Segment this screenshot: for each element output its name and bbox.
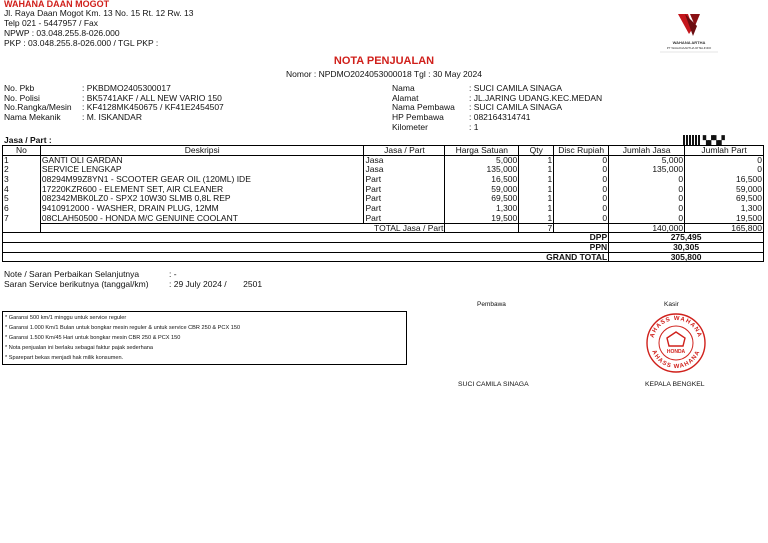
note-value: : 29 July 2024 / 2501 — [169, 279, 263, 289]
total-row — [3, 223, 764, 233]
table-cell: 1 — [519, 194, 554, 204]
table-cell: 1 — [519, 213, 554, 223]
company-header — [4, 0, 364, 48]
table-row — [3, 165, 764, 175]
note-label: Saran Service berikutnya (tanggal/km) — [4, 279, 149, 289]
table-cell: 1 — [519, 165, 554, 175]
table-row — [3, 213, 764, 223]
total-jasa: 140,000 — [609, 223, 685, 233]
kasir-signature-name: KEPALA BENGKEL — [645, 381, 705, 388]
ppn-value: 30,305 — [609, 242, 764, 252]
logo-tagline: WAHANA ARTHA — [672, 40, 706, 45]
stamp-bottom-text: AHASS WAHANA — [650, 349, 702, 371]
table-cell: 082342MBK0LZ0 - SPX2 10W30 SLMB 0,8L REP — [40, 194, 364, 204]
notes — [4, 270, 262, 290]
table-row — [3, 194, 764, 204]
document-number: Nomor : NPDMO2024053000018 Tgl : 30 May 2024 — [286, 69, 482, 79]
table-cell: 2 — [3, 165, 41, 175]
total-part: 165,800 — [685, 223, 764, 233]
table-cell: Part — [364, 213, 445, 223]
info-value: : 1 — [469, 121, 479, 132]
table-cell: 08CLAH50500 - HONDA M/C GENUINE COOLANT — [40, 213, 364, 223]
table-cell: 4 — [3, 184, 41, 194]
table-cell: 19,500 — [685, 213, 764, 223]
info-label: No.Rangka/Mesin — [4, 102, 72, 113]
info-label: No. Polisi — [4, 92, 40, 103]
customer-info — [392, 84, 602, 132]
table-cell: 5,000 — [445, 155, 519, 165]
term-item: * Sparepart bekas menjadi hak milik konsumen. — [5, 355, 124, 361]
table-cell: 135,000 — [609, 165, 685, 175]
ahass-stamp — [643, 312, 709, 374]
column-header: Harga Satuan — [445, 146, 519, 156]
table-cell: 1 — [519, 175, 554, 185]
table-cell: 0 — [554, 175, 609, 185]
info-label: Nama Pembawa — [392, 102, 455, 113]
table-cell: 0 — [554, 165, 609, 175]
column-header: Deskripsi — [40, 146, 364, 156]
grand-total-row — [3, 252, 764, 262]
grand-total-value: 305,800 — [609, 252, 764, 262]
section-label: Jasa / Part : — [4, 135, 52, 145]
info-row — [4, 113, 224, 123]
total-label: TOTAL Jasa / Part — [40, 223, 444, 233]
table-cell: 1 — [519, 204, 554, 214]
column-header: Disc Rupiah — [554, 146, 609, 156]
kasir-label: Kasir — [664, 301, 679, 308]
table-cell: 1 — [519, 155, 554, 165]
vehicle-info — [4, 84, 224, 123]
table-cell: Part — [364, 184, 445, 194]
table-row — [3, 184, 764, 194]
info-value: : SUCI CAMILA SINAGA — [469, 102, 563, 113]
stamp-top-text: AHASS WAHANA — [649, 315, 703, 339]
table-cell: 69,500 — [445, 194, 519, 204]
table-cell: 0 — [609, 184, 685, 194]
table-cell: 0 — [609, 213, 685, 223]
info-value: : PKBDMO2405300017 — [82, 83, 171, 93]
term-item: * Nota penjualan ini berlaku sebagai faktur pajak sederhana — [5, 345, 154, 351]
table-row — [3, 204, 764, 214]
table-cell: 0 — [609, 194, 685, 204]
table-cell: 0 — [685, 155, 764, 165]
table-cell: 16,500 — [445, 175, 519, 185]
table-cell: 3 — [3, 175, 41, 185]
table-cell: 135,000 — [445, 165, 519, 175]
company-pkp: PKP : 03.048.255.8-026.000 / TGL PKP : — [4, 37, 159, 48]
info-label: HP Pembawa — [392, 112, 444, 123]
company-npwp: NPWP : 03.048.255.8-026.000 — [4, 27, 120, 38]
table-cell: 1,300 — [685, 204, 764, 214]
table-cell: 0 — [554, 184, 609, 194]
info-value: : M. ISKANDAR — [82, 112, 142, 123]
table-cell: Part — [364, 194, 445, 204]
info-label: Nama Mekanik — [4, 112, 61, 123]
table-cell: SERVICE LENGKAP — [40, 165, 364, 175]
table-cell: 0 — [554, 155, 609, 165]
table-cell: 0 — [554, 213, 609, 223]
ppn-row — [3, 242, 764, 252]
note-row — [4, 280, 262, 290]
table-cell: 6 — [3, 204, 41, 214]
table-cell: 19,500 — [445, 213, 519, 223]
table-cell: 1 — [3, 155, 41, 165]
table-cell: 5,000 — [609, 155, 685, 165]
table-cell: 17220KZR600 - ELEMENT SET, AIR CLEANER — [40, 184, 364, 194]
table-cell: 69,500 — [685, 194, 764, 204]
info-label: Kilometer — [392, 121, 428, 132]
column-header: Jasa / Part — [364, 146, 445, 156]
table-cell: Part — [364, 175, 445, 185]
note-value: : - — [169, 269, 177, 279]
column-header: Jumlah Part — [685, 146, 764, 156]
table-cell: 0 — [554, 194, 609, 204]
table-cell: 9410912000 - WASHER, DRAIN PLUG, 12MM — [40, 204, 364, 214]
company-phone: Telp 021 - 5447957 / Fax — [4, 18, 99, 29]
column-header: Jumlah Jasa — [609, 146, 685, 156]
table-cell: Part — [364, 204, 445, 214]
table-cell: 59,000 — [445, 184, 519, 194]
table-cell: 0 — [609, 175, 685, 185]
svg-text:AHASS WAHANA — [650, 316, 703, 339]
term-item: * Garansi 500 km/1 minggu untuk service reguler — [5, 315, 127, 321]
barcode-icon: ▚▞▚▞ — [703, 136, 724, 145]
dpp-label: DPP — [3, 233, 609, 243]
table-cell: 0 — [685, 165, 764, 175]
company-address: Jl. Raya Daan Mogot Km. 13 No. 15 Rt. 12 Rw. 13 — [4, 8, 194, 19]
column-header: No — [3, 146, 41, 156]
info-value: : BK5741AKF / ALL NEW VARIO 150 — [82, 92, 222, 103]
pembawa-signature-name: SUCI CAMILA SINAGA — [458, 381, 529, 388]
info-row — [392, 123, 602, 133]
table-cell: 16,500 — [685, 175, 764, 185]
info-value: : JL.JARING UDANG.KEC.MEDAN — [469, 92, 603, 103]
table-cell: 1 — [519, 184, 554, 194]
pembawa-label: Pembawa — [477, 301, 506, 308]
table-row — [3, 175, 764, 185]
table-cell: Jasa — [364, 165, 445, 175]
table-header-row — [3, 146, 764, 156]
table-row — [3, 155, 764, 165]
company-name: WAHANA DAAN MOGOT — [4, 0, 110, 9]
table-cell: GANTI OLI GARDAN — [40, 155, 364, 165]
table-cell: 7 — [3, 213, 41, 223]
document-title: NOTA PENJUALAN — [333, 55, 435, 67]
info-value: : SUCI CAMILA SINAGA — [469, 83, 563, 93]
info-label: Nama — [392, 83, 415, 93]
term-item: * Garansi 1.500 Km/45 Hari untuk bongkar mesin CBR 250 & PCX 150 — [5, 335, 181, 341]
wahana-logo — [648, 12, 730, 56]
table-cell: 1,300 — [445, 204, 519, 214]
table-cell: 0 — [609, 204, 685, 214]
items-table — [2, 145, 764, 262]
term-item: * Garansi 1.000 Km/1 Bulan untuk bongkar mesin reguler & untuk service CBR 250 & PCX 150 — [5, 325, 241, 331]
stamp-center-text: HONDA — [666, 349, 686, 355]
info-label: No. Pkb — [4, 83, 35, 93]
note-label: Note / Saran Perbaikan Selanjutnya — [4, 269, 140, 279]
dpp-row — [3, 233, 764, 243]
table-cell: 59,000 — [685, 184, 764, 194]
logo-sub: PT WAHANAARTHA RITELINDO — [666, 46, 712, 50]
total-qty: 7 — [519, 223, 554, 233]
info-value: : KF4128MK450675 / KF41E2454507 — [82, 102, 224, 113]
info-value: : 082164314741 — [469, 112, 531, 123]
column-header: Qty — [519, 146, 554, 156]
table-cell: 08294M99Z8YN1 - SCOOTER GEAR OIL (120ML) IDE — [40, 175, 364, 185]
table-cell: 0 — [554, 204, 609, 214]
ppn-label: PPN — [3, 242, 609, 252]
dpp-value: 275,495 — [609, 233, 764, 243]
table-cell: 5 — [3, 194, 41, 204]
info-label: Alamat — [392, 92, 419, 103]
grand-total-label: GRAND TOTAL — [3, 252, 609, 262]
terms-box — [2, 311, 407, 365]
qr-code-icon — [683, 135, 701, 145]
table-cell: Jasa — [364, 155, 445, 165]
